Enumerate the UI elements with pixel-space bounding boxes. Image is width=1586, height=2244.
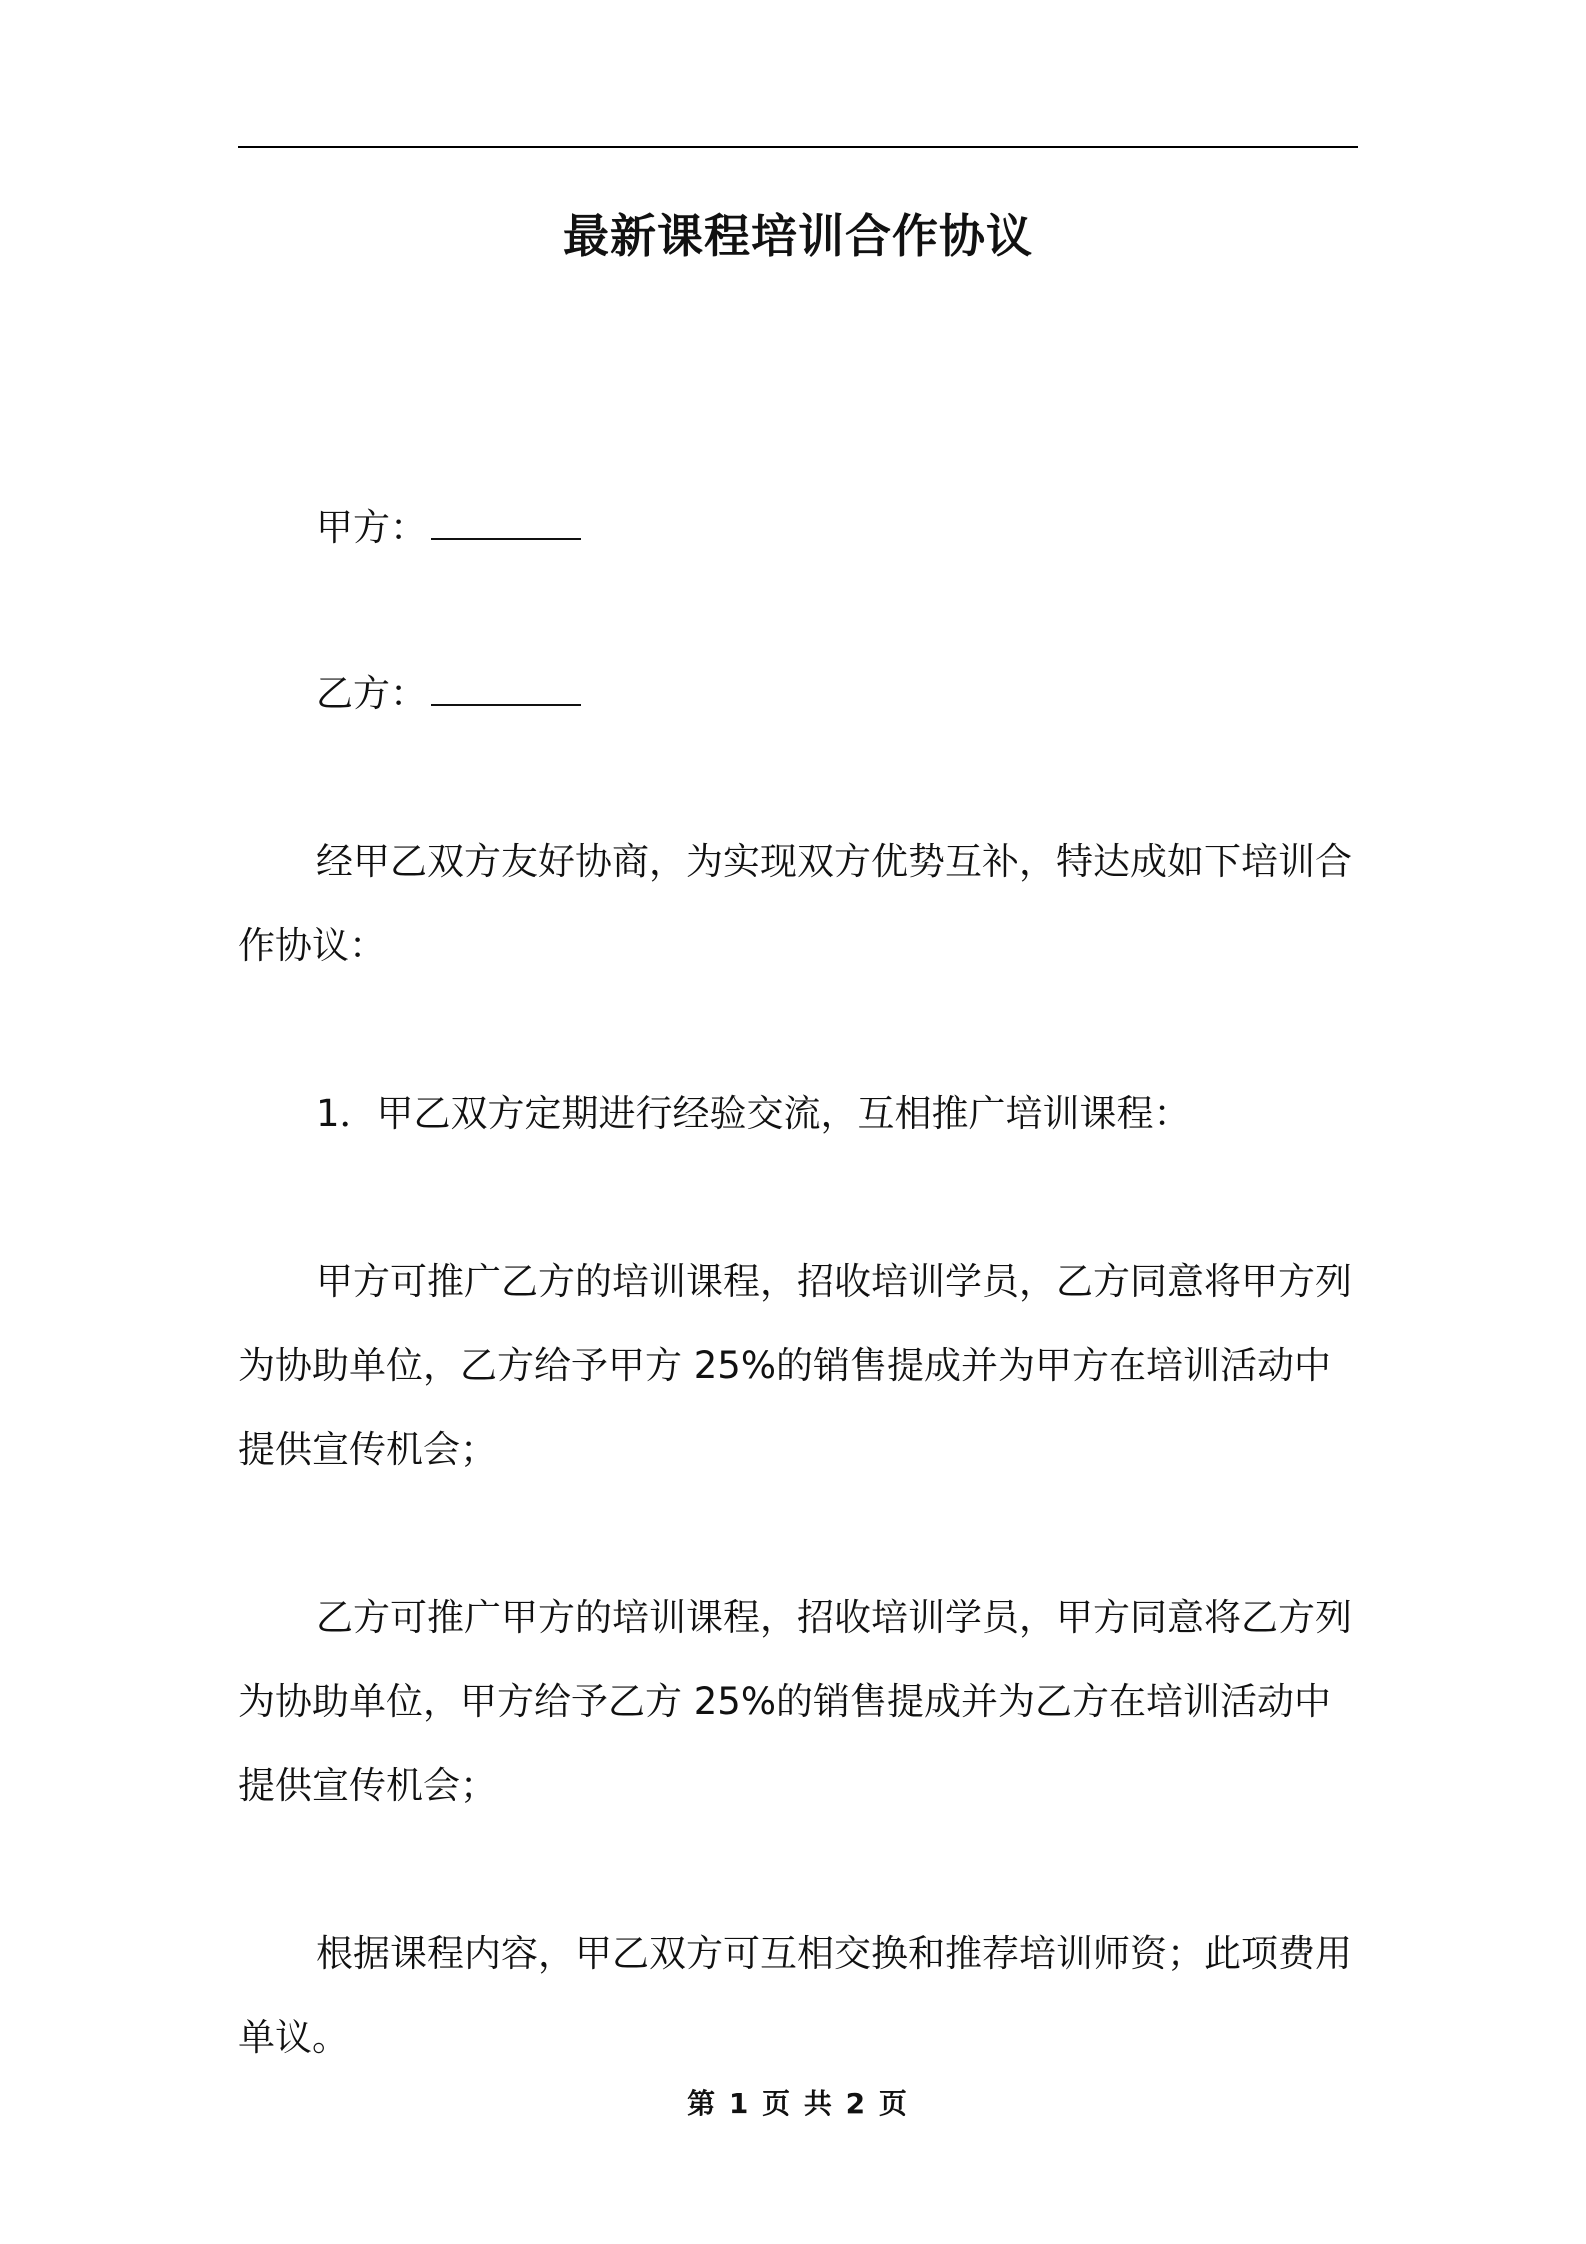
party-a-line: [316, 486, 581, 570]
header-rule: [238, 146, 1358, 148]
clause-1-a-paragraph: 甲方可推广乙方的培训课程，招收培训学员，乙方同意将甲方列为协助单位，乙方给予甲方 25%的销售提成并为甲方在培训活动中提供宣传机会；: [238, 1260, 1352, 1471]
party-a-label: 甲方：: [316, 506, 427, 549]
party-b-blank: [431, 674, 581, 706]
clause-1-b-paragraph: 乙方可推广甲方的培训课程，招收培训学员，甲方同意将乙方列为协助单位，甲方给予乙方 25%的销售提成并为乙方在培训活动中提供宣传机会；: [238, 1596, 1352, 1807]
party-b-line: [316, 652, 581, 736]
page-indicator: 第 1 页 共 2 页: [687, 2087, 909, 2120]
intro-paragraph: 经甲乙双方友好协商，为实现双方优势互补，特达成如下培训合作协议：: [238, 840, 1352, 967]
clause-1-heading: 1．甲乙双方定期进行经验交流，互相推广培训课程：: [316, 1092, 1191, 1135]
clause-1-c-paragraph: 根据课程内容，甲乙双方可互相交换和推荐培训师资；此项费用单议。: [238, 1932, 1352, 2059]
party-b-label: 乙方：: [316, 672, 427, 715]
document-title: 最新课程培训合作协议: [563, 209, 1033, 263]
party-a-blank: [431, 508, 581, 540]
